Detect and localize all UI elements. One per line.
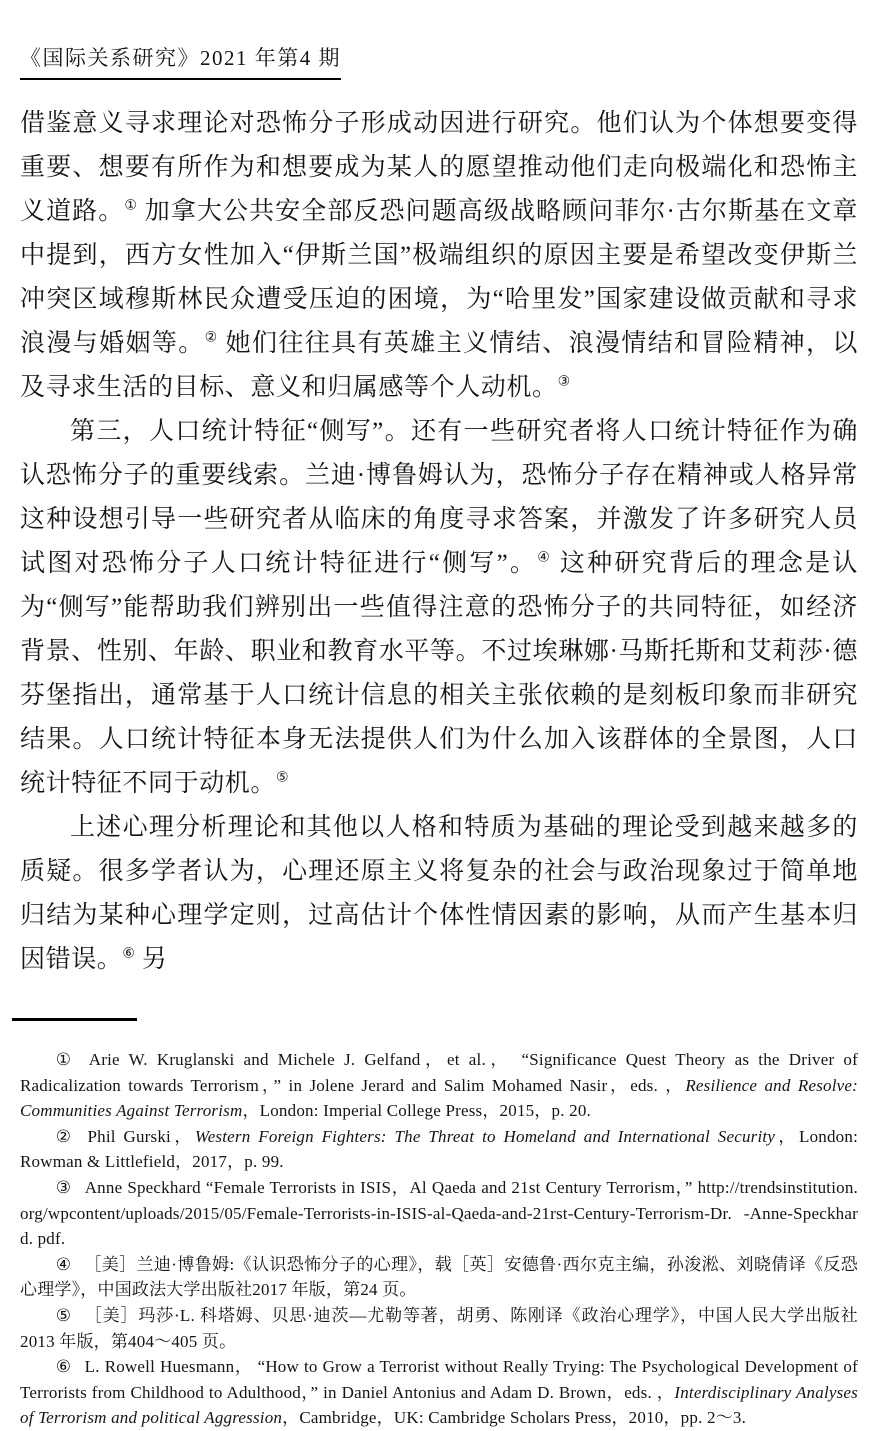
body-paragraph — [20, 410, 858, 806]
body-paragraph — [20, 102, 858, 410]
footnote-ref: ③ — [557, 374, 571, 390]
footnote-item — [20, 1124, 858, 1175]
footnote-separator — [12, 1018, 137, 1021]
footnote-marker: ④ — [55, 1254, 72, 1274]
text-run: 另 — [134, 946, 168, 973]
text-run: 第三，人口统计特征“侧写”。还有一些研究者将人口统计特征作为确认恐怖分子的重要线索。兰迪·博鲁姆认为，恐怖分子存在精神或人格异常这种设想引导一些研究者从临床的角度寻求答案，并激发了许多研究人员试图对恐怖分子人口统计特征进行“侧写”。 — [20, 418, 858, 577]
footnote-text: ［美］玛莎·L. 科塔姆、贝思·迪茨—尤勒等著，胡勇、陈刚译《政治心理学》，中国人民大学出版社2013 年版，第404～405 页。 — [20, 1305, 858, 1351]
footnote-item — [20, 1047, 858, 1124]
footnote-text: Anne Speckhard “Female Terrorists in ISIS，Al Qaeda and 21st Century Terrorism，” — [84, 1177, 698, 1197]
text-run: 加拿大公共安全部反恐问题高级战略顾问菲尔·古尔斯基在文章中提到，西方女性加入“伊斯兰国”极端组织的原因主要是希望改变伊斯兰冲突区域穆斯林民众遭受压迫的困境，为“哈里发”国家建设做贡献和寻求浪漫与婚姻等。 — [20, 198, 858, 357]
footnote-marker: ⑤ — [55, 1305, 72, 1325]
footnote-ref: ② — [204, 330, 219, 346]
footnote-text: ，London: Imperial College Press，2015，p. 20. — [242, 1101, 591, 1121]
footnote-marker: ① — [55, 1050, 76, 1069]
text-run: 这种研究背后的理念是认为“侧写”能帮助我们辨别出一些值得注意的恐怖分子的共同特征，如经济背景、性别、年龄、职业和教育水平等。不过埃琳娜·马斯托斯和艾莉莎·德芬堡指出，通常基于人口统计信息的相关主张依赖的是刻板印象而非研究结果。人口统计特征本身无法提供人们为什么加入该群体的全景图，人口统计特征不同于动机。 — [20, 550, 858, 797]
footnote-text: ，Cambridge，UK: Cambridge Scholars Press，2010，pp. 2～3. — [282, 1408, 747, 1428]
footnote-ref: ⑤ — [276, 770, 289, 786]
footnote-marker: ⑥ — [55, 1357, 72, 1377]
footnote-marker: ② — [55, 1126, 75, 1146]
journal-title: 《国际关系研究》2021 年第4 期 — [20, 46, 341, 70]
footnote-text: Interdisciplinary Analyses of Terrorism and political Aggression — [20, 1382, 858, 1428]
footnote-ref: ④ — [537, 550, 552, 566]
footnote-text: Arie W. Kruglanski and Michele J. Gelfand，et al.， “Significance Quest Theory as the Driver of Radicalization towards Terrorism，” in Jolene Jerard and Salim Mohamed Nasir，eds. ， — [20, 1050, 858, 1095]
text-run: 她们往往具有英雄主义情结、浪漫情结和冒险精神，以及寻求生活的目标、意义和归属感等个人动机。 — [20, 330, 858, 401]
footnote-ref: ① — [124, 198, 138, 214]
footnotes-section — [20, 1047, 858, 1431]
text-run: 上述心理分析理论和其他以人格和特质为基础的理论受到越来越多的质疑。很多学者认为，心理还原主义将复杂的社会与政治现象过于简单地归结为某种心理学定则，过高估计个体性情因素的影响，从而产生基本归因错误。 — [20, 814, 858, 973]
footnote-url: http://trendsinstitution. org/wpcontent/uploads/2015/05/Female-Terrorists-in-ISIS-al-Qaeda-and-21rst-Century-Terrorism-Dr. -Anne-Speckhard. pdf. — [20, 1177, 858, 1249]
footnote-text: ，London: Rowman & Littlefield，2017，p. 99. — [20, 1126, 858, 1172]
text-run: 借鉴意义寻求理论对恐怖分子形成动因进行研究。他们认为个体想要变得重要、想要有所作为和想要成为某人的愿望推动他们走向极端化和恐怖主义道路。 — [20, 110, 858, 225]
footnote-text: Resilience and Resolve: Communities Against Terrorism — [20, 1075, 858, 1121]
footnote-text: L. Rowell Huesmann， “How to Grow a Terrorist without Really Trying: The Psychological Development of Terrorists from Childhood to Adulthood，” in Daniel Antonius and Adam D. Brown，eds. ， — [20, 1357, 858, 1402]
footnote-text: Western Foreign Fighters: The Threat to Homeland and International Security — [194, 1126, 776, 1146]
footnote-item — [20, 1252, 858, 1303]
article-body — [20, 102, 858, 982]
footnote-item — [20, 1303, 858, 1354]
footnote-text: Phil Gurski， — [87, 1126, 195, 1146]
footnote-item — [20, 1354, 858, 1431]
journal-header — [20, 42, 341, 80]
body-paragraph — [20, 806, 858, 982]
footnote-marker: ③ — [55, 1177, 72, 1197]
footnote-text: ［美］兰迪·博鲁姆:《认识恐怖分子的心理》，载［英］安德鲁·西尔克主编，孙浚淞、刘晓倩译《反恐心理学》，中国政法大学出版社2017 年版，第24 页。 — [20, 1254, 858, 1300]
footnote-ref: ⑥ — [122, 946, 135, 962]
footnote-item — [20, 1175, 858, 1252]
